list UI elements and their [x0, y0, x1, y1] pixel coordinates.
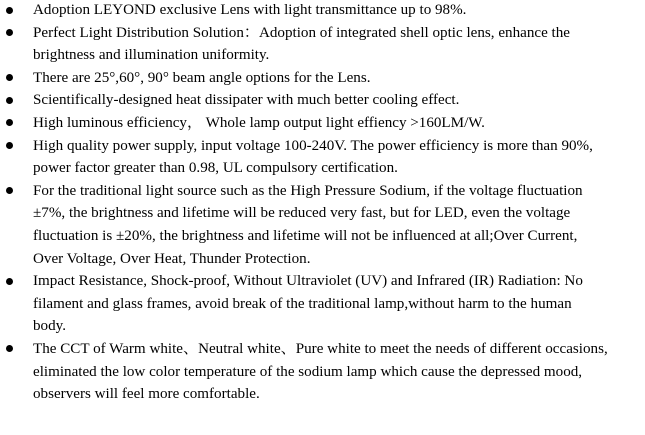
item-text-line: There are 25°,60°, 90° beam angle options for the Lens. — [33, 69, 371, 86]
list-item — [0, 338, 645, 406]
bullet-icon — [6, 187, 13, 194]
list-item — [0, 135, 645, 180]
item-text-line: Scientifically-designed heat dissipater with much better cooling effect. — [33, 92, 460, 109]
item-text-line: power factor greater than 0.98, UL compulsory certification. — [33, 160, 398, 177]
item-text-line: High luminous efficiency， Whole lamp output light effiency >160LM/W. — [33, 114, 485, 131]
item-text-line: Adoption LEYOND exclusive Lens with light transmittance up to 98%. — [33, 2, 467, 18]
bullet-icon — [6, 7, 13, 14]
item-text-line: body. — [33, 318, 66, 335]
list-item — [0, 180, 645, 270]
list-item — [0, 22, 645, 67]
item-text-line: Over Voltage, Over Heat, Thunder Protection. — [33, 250, 311, 267]
item-text-line: filament and glass frames, avoid break of the traditional lamp,without harm to the human — [33, 295, 572, 312]
bullet-icon — [6, 278, 13, 285]
item-text-line: observers will feel more comfortable. — [33, 386, 260, 403]
bullet-icon — [6, 29, 13, 36]
bullet-icon — [6, 97, 13, 104]
item-text-line: High quality power supply, input voltage 100-240V. The power efficiency is more than 90%, — [33, 137, 593, 154]
item-text-line: For the traditional light source such as the High Pressure Sodium, if the voltage fluctuation — [33, 182, 583, 199]
item-text-line: Perfect Light Distribution Solution：Adoption of integrated shell optic lens, enhance the — [33, 24, 570, 41]
item-text-line: Impact Resistance, Shock-proof, Without Ultraviolet (UV) and Infrared (IR) Radiation: No — [33, 273, 583, 290]
item-text-line: fluctuation is ±20%, the brightness and lifetime will not be influenced at all;Over Current, — [33, 227, 578, 244]
item-text-line: eliminated the low color temperature of the sodium lamp which cause the depressed mood, — [33, 363, 583, 380]
list-item — [0, 112, 645, 135]
bullet-icon — [6, 142, 13, 149]
bullet-icon — [6, 74, 13, 81]
list-item — [0, 270, 645, 338]
list-item — [0, 0, 645, 22]
bullet-icon — [6, 119, 13, 126]
list-item — [0, 89, 645, 112]
item-text-line: brightness and illumination uniformity. — [33, 47, 270, 64]
item-text-line: ±7%, the brightness and lifetime will be reduced very fast, but for LED, even the voltage — [33, 205, 571, 222]
list-item — [0, 67, 645, 90]
bullet-icon — [6, 345, 13, 352]
item-text-line: The CCT of Warm white、Neutral white、Pure white to meet the needs of different occasions, — [33, 340, 608, 357]
